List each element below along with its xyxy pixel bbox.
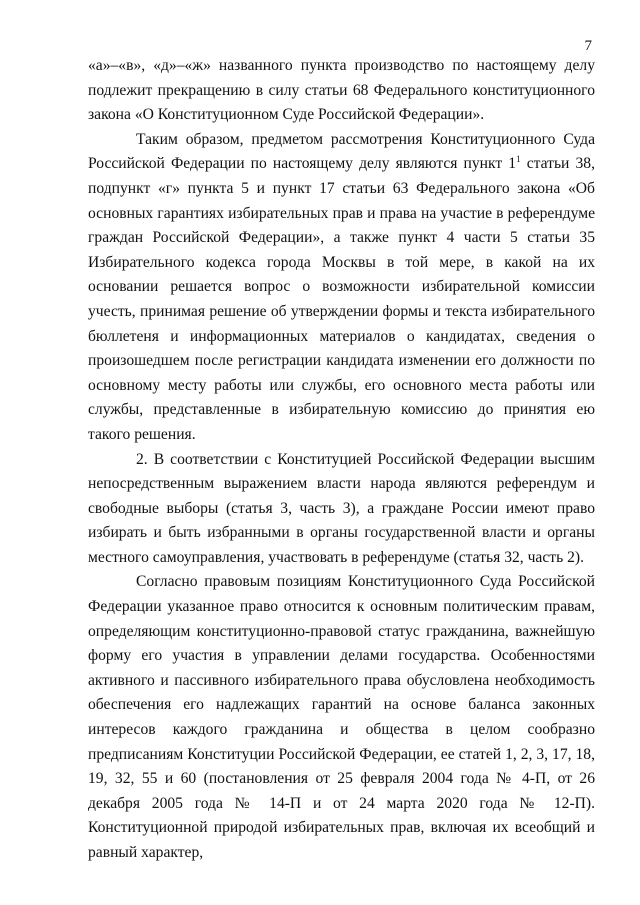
footnote-superscript: 1	[516, 154, 521, 165]
paragraph-2-text-after: статьи 38, подпункт «г» пункта 5 и пункт 17 статьи 63 Федерального закона «Об основных гарантиях избирательных прав и права на участие в референдуме граждан Российской Федерации», а также пункт 4 части 5 статьи 35 Избирательного кодекса города Москвы в той мере, в какой на их основании решается вопрос о возможности избирательной комиссии учесть, принимая решение об утверждении формы и текста избирательного бюллетеня и информационных материалов о кандидатах, сведения о произошедшем после регистрации кандидата изменении его должности по основному месту работы или службы, его основного места работы или службы, представленные в избирательную комиссию до принятия ею такого решения.	[88, 155, 595, 443]
paragraph-4: Согласно правовым позициям Конституционного Суда Российской Федерации указанное право относится к основным политическим правам, определяющим конституционно-правовой статус гражданина, важнейшую форму его участия в управлении делами государства. Особенностями активного и пассивного избирательного права обусловлена необходимость обеспечения его надлежащих гарантий на основе баланса законных интересов каждого гражданина и общества в целом сообразно предписаниям Конституции Российской Федерации, ее статей 1, 2, 3, 17, 18, 19, 32, 55 и 60 (постановления от 25 февраля 2004 года № 4-П, от 26 декабря 2005 года № 14-П и от 24 марта 2020 года № 12-П). Конституционной природой избирательных прав, включая их всеобщий и равный характер,	[88, 573, 595, 861]
paragraph-1: «а»–«в», «д»–«ж» названного пункта производство по настоящему делу подлежит прекращению в силу статьи 68 Федерального конституционного закона «О Конституционном Суде Российской Федерации».	[88, 57, 595, 124]
paragraph-2-text-before: Таким образом, предметом рассмотрения Конституционного Суда Российской Федерации по настоящему делу являются пункт 1	[88, 130, 595, 173]
document-body	[88, 54, 595, 866]
paragraph-3: 2. В соответствии с Конституцией Российской Федерации высшим непосредственным выражением власти народа являются референдум и свободные выборы (статья 3, часть 3), а граждане России имеют право избирать и быть избранными в органы государственной власти и органы местного самоуправления, участвовать в референдуме (статья 32, часть 2).	[88, 450, 595, 566]
paragraph-2	[88, 128, 595, 448]
page-number: 7	[584, 38, 592, 54]
